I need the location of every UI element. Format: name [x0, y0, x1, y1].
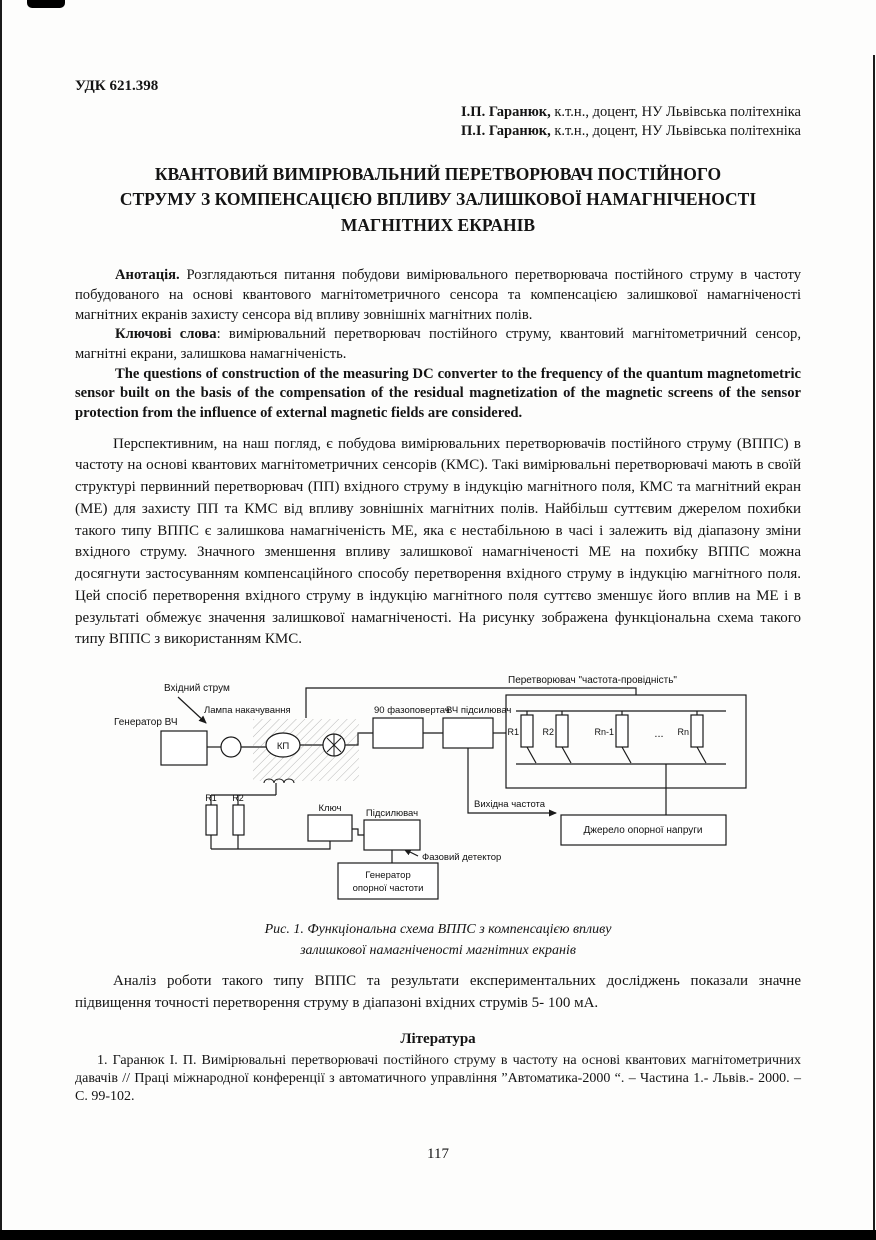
rn1-conv-label: Rn-1 — [593, 727, 614, 738]
scan-artifact-left — [0, 0, 2, 1240]
keywords-text: : вимірювальний перетворювач постійного струму, квантовий магнітометричний сенсор, магнітні екрани, залишкова намагніченість. — [75, 326, 802, 362]
output-frequency-label: Вихідна частота — [473, 799, 545, 811]
hf-amplifier-label: ВЧ підсилювач — [445, 705, 511, 717]
authors-block — [75, 103, 801, 140]
udc-code: УДК 621.398 — [75, 78, 159, 94]
pump-lamp-symbol — [221, 737, 241, 757]
scan-artifact-top — [27, 0, 65, 8]
diagram-labels — [114, 675, 703, 894]
resistor-r1-conv — [521, 715, 533, 747]
phase-shifter-box — [373, 718, 423, 748]
author-affiliation: к.т.н., доцент, НУ Львівська політехніка — [550, 104, 801, 120]
body-paragraph-1: Перспективним, на наш погляд, є побудова вимірювальних перетворювачів постійного струму (ВППС) в частоту на основі квантових магнітометричних сенсорів (КМС). Такі вимірювальні перетворювачі мають в своїй структурі первинний перетворювач (ПП) вхідного струму в індукцію магнітного поля, КМС та магнітний екран (МЕ) для захисту ПП та КМС від впливу зовнішніх магнітних полів. Найбільш суттєвим джерелом похибки такого типу ВППС є залишкова намагніченість МЕ, яка є нестабільною в часі і залежить від діапазону зміни вхідного струму. Значного зменшення впливу залишкової намагніченості МЕ на похибку ВППС можна досягнути застосуванням компенсаційного способу перетворення вхідного струму в індукцію магнітного поля. Цей спосіб перетворення вхідного струму в індукцію магнітного поля суттєво зменшує його вплив на МЕ і в результаті обмежує значення залишкової намагніченості. На рисунку зображена функціональна схема такого типу ВППС з використанням КМС. — [75, 435, 801, 648]
paper-title: КВАНТОВИЙ ВИМІРЮВАЛЬНИЙ ПЕРЕТВОРЮВАЧ ПОСТІЙНОГО СТРУМУ З КОМПЕНСАЦІЄЮ ВПЛИВУ ЗАЛИШКОВОЇ НАМАГНІЧЕНОСТІ МАГНІТНИХ ЕКРАНІВ — [119, 164, 757, 235]
figure-caption-line1: Рис. 1. Функціональна схема ВППС з компенсацією впливу — [264, 922, 612, 938]
phase-shifter-label: 90 фазоповертач — [373, 705, 450, 717]
r1-conv-label: R1 — [506, 727, 519, 738]
body-paragraph-2: Аналіз роботи такого типу ВППС та результати експериментальних досліджень показали значне підвищення точності перетворення струму в діапазоні вхідних струмів 5- 100 мА. — [75, 973, 801, 1011]
resistor-r2-conv — [556, 715, 568, 747]
ref-voltage-label: Джерело опорної напруги — [582, 825, 703, 837]
r2-conv-label: R2 — [541, 727, 554, 738]
converter-label: Перетворювач "частота-провідність" — [507, 675, 677, 687]
diagram-boxes — [161, 695, 746, 899]
keywords-paragraph — [75, 325, 801, 364]
author-name: І.П. Гаранюк, — [461, 104, 551, 120]
figure-diagram — [106, 663, 771, 908]
pump-lamp-label: Лампа накачування — [203, 705, 291, 717]
author-affiliation: к.т.н., доцент, НУ Львівська політехніка — [550, 122, 801, 139]
input-current-arrow — [178, 697, 206, 723]
resistor-r1 — [206, 805, 217, 835]
key-box — [308, 815, 352, 841]
page-content — [75, 78, 801, 1106]
figure-caption-line2: залишкової намагніченості магнітних екранів — [300, 943, 576, 959]
figure-caption — [75, 919, 801, 961]
author-line — [75, 122, 801, 141]
resistor-rn-conv — [691, 715, 703, 747]
resistor-rn1-conv — [616, 715, 628, 747]
page-number: 117 — [427, 1146, 449, 1162]
literature-heading: Література — [400, 1030, 476, 1047]
keywords-lead: Ключові слова — [115, 326, 217, 343]
ref-gen-label-line2: опорної частоти — [352, 883, 423, 895]
dots-label: ... — [653, 728, 664, 741]
scan-artifact-right — [873, 55, 875, 1235]
sensor-block — [221, 719, 359, 781]
hf-generator-label: Генератор ВЧ — [113, 717, 178, 729]
amplifier-label: Підсилювач — [365, 808, 418, 820]
figure-1 — [75, 663, 801, 961]
abstract-paragraph — [75, 266, 801, 325]
rn-conv-label: Rn — [676, 727, 689, 738]
r1-label: R1 — [204, 793, 217, 804]
ref-gen-label-line1: Генератор — [364, 870, 411, 882]
english-abstract: The questions of construction of the measuring DC converter to the frequency of the quantum magnetometric sensor built on the basis of the compensation of the residual magnetization of the magnetic screens of the sensor protection from the influence of external magnetic fields are considered. — [75, 365, 801, 422]
hf-generator-box — [161, 731, 207, 765]
scan-artifact-bottom — [0, 1230, 876, 1240]
r2-label: R2 — [231, 793, 244, 804]
reference-item-1: 1. Гаранюк І. П. Вимірювальні перетворювачі постійного струму в частоту на основі квантових магнітометричних давачів // Праці міжнародної конференції з автоматичного управління ”Автоматика-2000 “. – Частина 1.- Львів.- 2000. – С. 99-102. — [75, 1052, 801, 1105]
phase-detector-label: Фазовий детектор — [421, 852, 501, 864]
input-current-label: Вхідний струм — [163, 683, 230, 695]
author-line — [75, 103, 801, 122]
hf-amplifier-box — [443, 718, 493, 748]
abstract-lead: Анотація. — [115, 267, 180, 284]
abstract-text: Розглядаються питання побудови вимірювального перетворювача постійного струму в частоту побудованого на основі квантового магнітометричного сенсора та компенсацією залишкової намагніченості магнітних екранів захисту сенсора від впливу зовнішніх магнітних полів. — [75, 267, 801, 323]
amplifier-box — [364, 820, 420, 850]
author-name: П.І. Гаранюк, — [461, 122, 551, 139]
kp-label: КП — [276, 741, 289, 753]
key-label: Ключ — [318, 803, 341, 815]
resistor-r2 — [233, 805, 244, 835]
